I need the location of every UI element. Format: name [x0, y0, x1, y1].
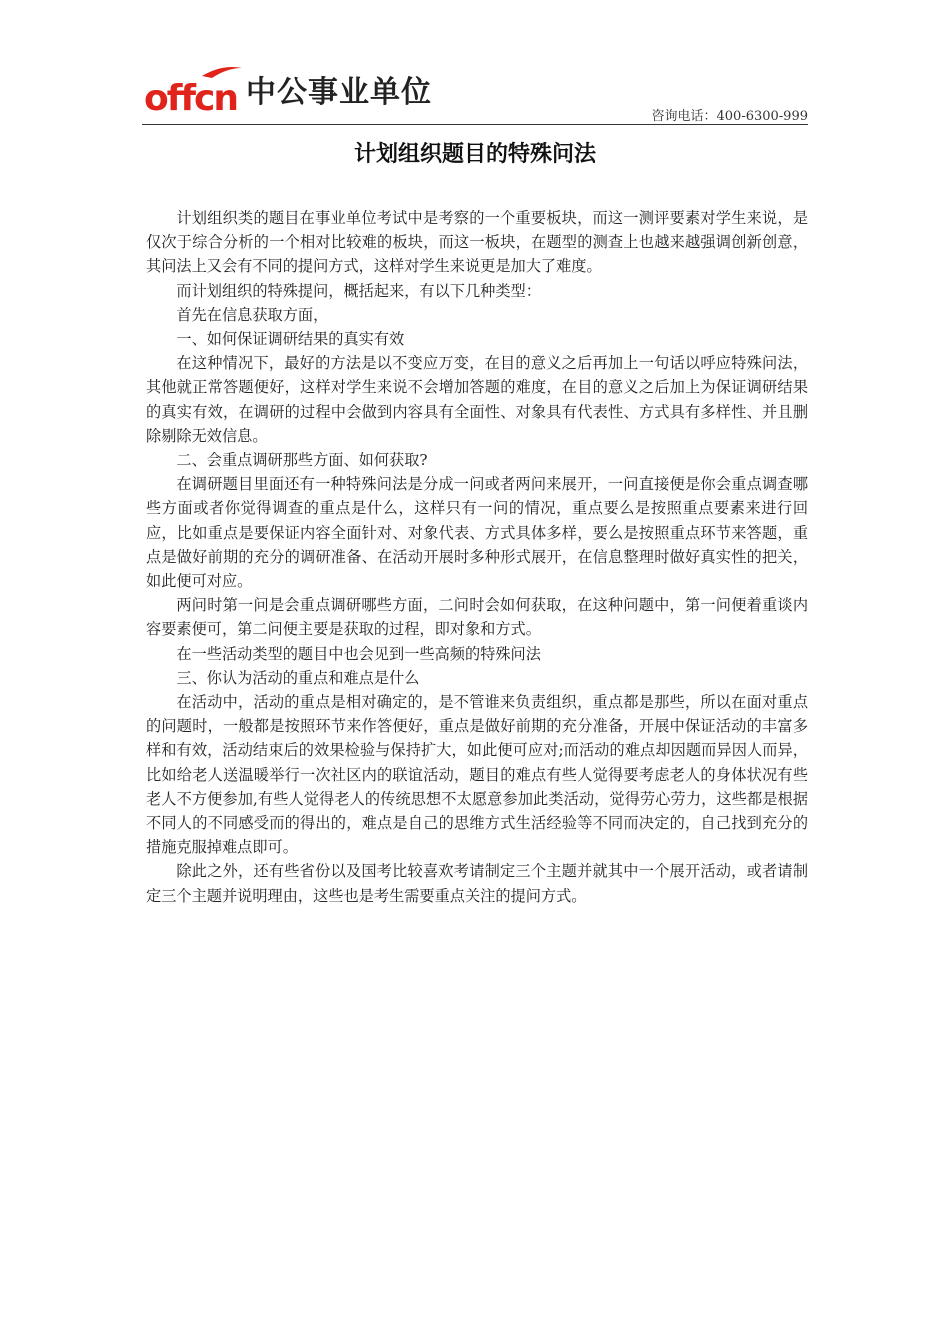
paragraph: 两问时第一问是会重点调研哪些方面，二问时会如何获取，在这种问题中，第一问便着重谈内容要素便可，第二问便主要是获取的过程，即对象和方式。 — [146, 596, 808, 639]
paragraph: 在这种情况下，最好的方法是以不变应万变，在目的意义之后再加上一句话以呼应特殊问法，其他就正常答题便好，这样对学生来说不会增加答题的难度，在目的意义之后加上为保证调研结果的真实有效，在调研的过程中会做到内容具有全面性、对象具有代表性、方式具有多样性、并且删除剔除无效信息。 — [146, 354, 808, 445]
offcn-logo — [142, 62, 442, 122]
svg-text:offcn: offcn — [144, 78, 238, 119]
section-heading: 二、会重点调研那些方面、如何获取? — [176, 451, 428, 470]
paragraph: 而计划组织的特殊提问，概括起来，有以下几种类型： — [176, 281, 541, 300]
paragraph: 在调研题目里面还有一种特殊问法是分成一问或者两问来展开，一问直接便是你会重点调查哪些方面或者你觉得调查的重点是什么，这样只有一问的情况，重点要么是按照重点要素来进行回应，比如重点是要保证内容全面针对、对象代表、方式具体多样，要么是按照重点环节来答题，重点是做好前期的充分的调研准备、在活动开展时多种形式展开，在信息整理时做好真实性的把关，如此便可对应。 — [146, 475, 808, 591]
section-heading: 一、如何保证调研结果的真实有效 — [176, 330, 405, 349]
header-divider — [142, 124, 808, 125]
offcn-wordmark — [142, 62, 252, 122]
paragraph: 首先在信息获取方面， — [176, 305, 329, 324]
page-header — [142, 62, 808, 126]
brand-name: 中公事业单位 — [246, 75, 432, 110]
hotline-text: 咨询电话：400-6300-999 — [651, 109, 808, 124]
paragraph: 计划组织类的题目在事业单位考试中是考察的一个重要板块，而这一测评要素对学生来说，是仅次于综合分析的一个相对比较难的板块，而这一板块，在题型的测查上也越来越强调创新创意，其问法上又会有不同的提问方式，这样对学生来说更是加大了难度。 — [146, 209, 808, 276]
paragraph: 在一些活动类型的题目中也会见到一些高频的特殊问法 — [176, 644, 541, 663]
article-body — [146, 206, 808, 908]
paragraph: 除此之外，还有些省份以及国考比较喜欢考请制定三个主题并就其中一个展开活动，或者请制定三个主题并说明理由，这些也是考生需要重点关注的提问方式。 — [146, 862, 808, 905]
paragraph: 在活动中，活动的重点是相对确定的，是不管谁来负责组织，重点都是那些，所以在面对重点的问题时，一般都是按照环节来作答便好，重点是做好前期的充分准备，开展中保证活动的丰富多样和有效，活动结束后的效果检验与保持扩大，如此便可应对;而活动的难点却因题而异因人而异， 比如给老人送温暖举行一次社区内的联谊活动，题目的难点有些人觉得要考虑老人的身体状况有些老人不方便参加,有些人觉得老人的传统思想不太愿意参加此类活动，觉得劳心劳力，这些都是根据不同人的不同感受而的得出的，难点是自己的思维方式生活经验等不同而决定的，自己找到充分的措施克服掉难点即可。 — [146, 693, 808, 857]
article-title: 计划组织题目的特殊问法 — [353, 142, 596, 167]
section-heading: 三、你认为活动的重点和难点是什么 — [176, 668, 420, 687]
